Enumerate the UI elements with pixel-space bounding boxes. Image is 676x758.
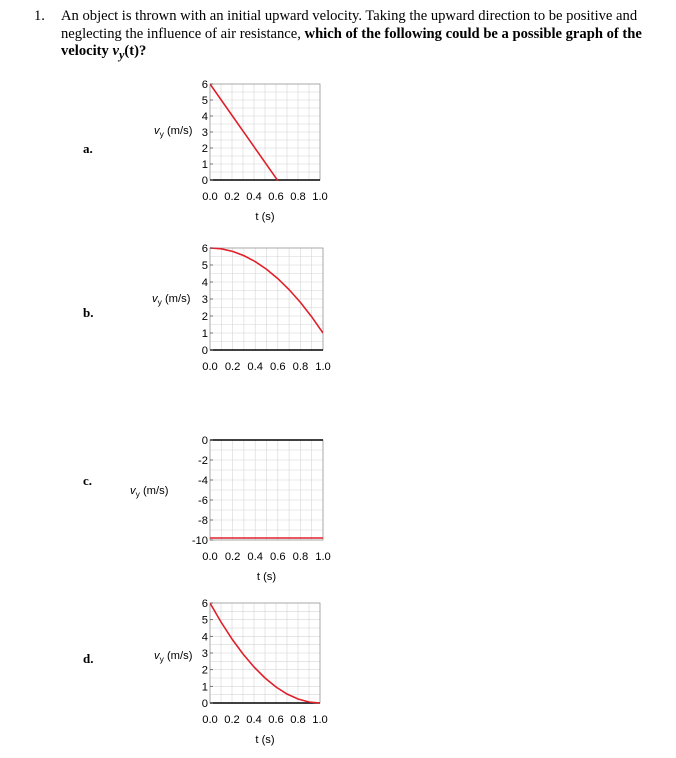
x-tick-label: 0.2 — [224, 551, 241, 563]
y-tick-label: 2 — [201, 311, 208, 323]
velocity-symbol: $v_y$ — [112, 43, 125, 62]
x-tick-label: 0.4 — [246, 191, 262, 203]
y-tick-label: 0 — [201, 435, 208, 447]
option-a-label[interactable]: a. — [83, 141, 93, 156]
option-d-label[interactable]: d. — [83, 651, 94, 666]
y-tick-label: 2 — [201, 143, 208, 155]
y-axis-label: $v_y$ (m/s) — [152, 293, 191, 307]
x-tick-label: 0.6 — [270, 361, 286, 373]
x-tick-label: 0.0 — [202, 551, 218, 563]
x-tick-label: 1.0 — [315, 551, 331, 563]
option-d-graph[interactable] — [0, 595, 676, 755]
x-tick-label: 0.4 — [247, 551, 263, 563]
option-c-label[interactable]: c. — [83, 473, 93, 488]
x-tick-label: 1.0 — [312, 714, 328, 726]
y-tick-label: 4 — [201, 277, 208, 289]
y-tick-label: -8 — [198, 515, 208, 527]
x-tick-label: 0.0 — [202, 191, 218, 203]
y-tick-label: 6 — [201, 79, 208, 91]
x-tick-label: 0.4 — [246, 714, 262, 726]
y-tick-label: 3 — [201, 294, 208, 306]
question-bold-text: which of the following could be a possible graph of the velocity $v_y(t)$? — [61, 25, 642, 62]
y-tick-label: 0 — [201, 175, 208, 187]
y-axis-label: $v_y$ (m/s) — [154, 650, 193, 664]
x-axis-label: t (s) — [256, 571, 277, 583]
y-tick-label: 5 — [201, 95, 208, 107]
x-tick-label: 0.2 — [224, 714, 240, 726]
x-axis-label: t (s) — [255, 211, 275, 223]
y-axis-label: $v_y$ (m/s) — [130, 485, 169, 499]
y-tick-label: 6 — [201, 243, 208, 255]
x-tick-label: 0.2 — [224, 361, 241, 373]
x-tick-label: 1.0 — [312, 191, 328, 203]
x-tick-label: 0.2 — [224, 191, 240, 203]
question-body — [61, 8, 651, 64]
x-tick-label: 0.8 — [292, 551, 309, 563]
y-tick-label: 4 — [201, 631, 208, 644]
y-tick-label: 0 — [201, 345, 208, 357]
y-tick-label: 2 — [201, 664, 208, 677]
y-tick-label: 5 — [201, 614, 208, 627]
y-tick-label: 0 — [201, 698, 208, 710]
x-tick-label: 0.4 — [247, 361, 263, 373]
grid-lines — [210, 603, 320, 703]
x-tick-label: 0.6 — [268, 191, 284, 203]
y-tick-label: 1 — [201, 159, 208, 171]
option-a-graph[interactable] — [0, 80, 676, 230]
option-b-label[interactable]: b. — [83, 305, 94, 320]
y-axis-label: $v_y$ (m/s) — [154, 125, 193, 139]
x-tick-label: 0.6 — [270, 551, 286, 563]
y-tick-label: 3 — [201, 127, 208, 139]
y-tick-label: -4 — [198, 475, 208, 487]
y-tick-label: 1 — [201, 328, 208, 340]
y-tick-label: 6 — [201, 598, 208, 610]
x-tick-label: 1.0 — [315, 361, 331, 373]
grid-lines — [210, 84, 320, 180]
x-tick-label: 0.0 — [202, 714, 218, 726]
y-tick-label: -2 — [198, 455, 208, 467]
option-b-graph[interactable] — [0, 240, 676, 390]
y-tick-label: 3 — [201, 648, 208, 660]
grid-lines — [210, 440, 323, 540]
y-tick-label: -6 — [198, 495, 208, 507]
y-tick-label: 4 — [201, 111, 208, 123]
x-tick-label: 0.8 — [290, 714, 306, 726]
x-axis-label: t (s) — [255, 734, 275, 746]
y-tick-label: 5 — [201, 260, 208, 272]
y-tick-label: -10 — [191, 535, 208, 547]
grid-lines — [210, 248, 323, 350]
x-tick-label: 0.8 — [290, 191, 306, 203]
option-c-graph[interactable] — [0, 430, 676, 590]
x-tick-label: 0.8 — [292, 361, 309, 373]
question-number: 1. — [34, 8, 45, 24]
y-tick-label: 1 — [201, 681, 208, 694]
x-tick-label: 0.6 — [268, 714, 284, 726]
question-plain-text: An object is thrown with an initial upward velocity. Taking the upward direction to be positive and neglecting the influence of air resistance, — [61, 8, 638, 42]
x-tick-label: 0.0 — [202, 361, 218, 373]
